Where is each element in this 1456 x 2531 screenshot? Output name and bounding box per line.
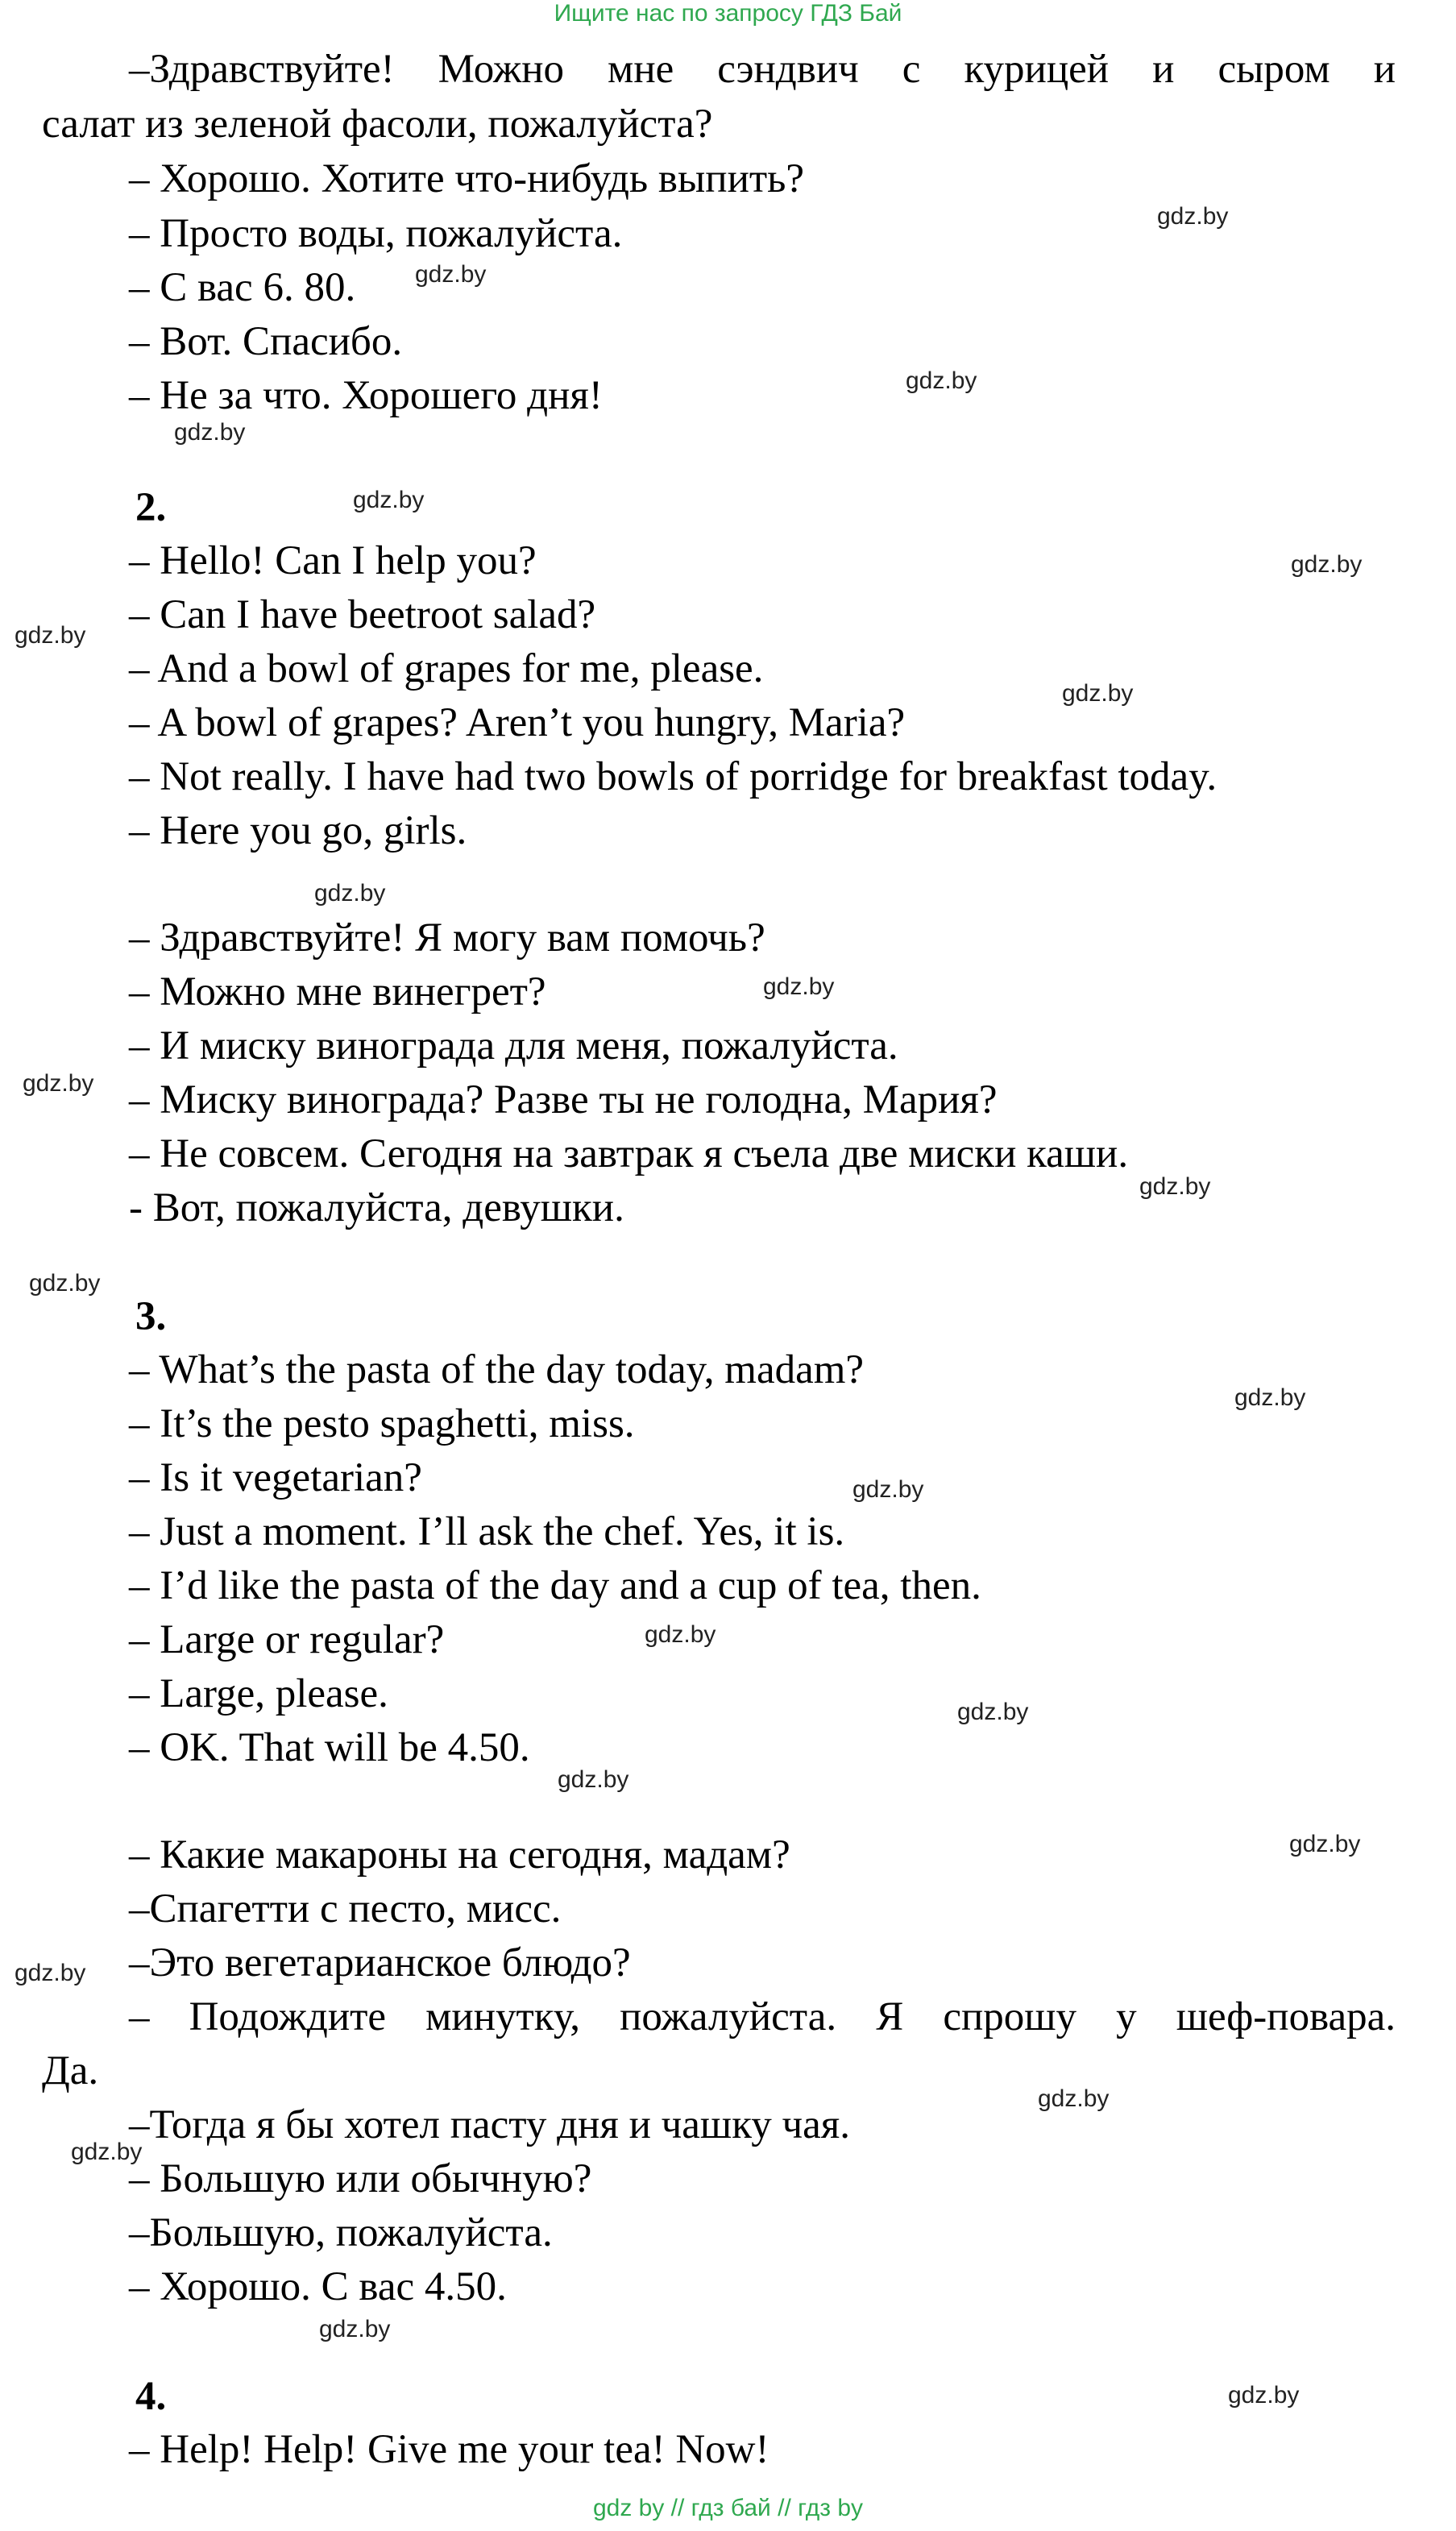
dialogue-line: – Just a moment. I’ll ask the chef. Yes, it is. [129,1509,845,1554]
watermark: gdz.by [23,1070,94,1097]
dialogue-line: – Help! Help! Give me your tea! Now! [129,2427,769,2472]
dialogue-line: –Здравствуйте! Можно мне сэндвич с курицей и сыром и [129,47,1396,92]
dialogue-line: – Просто воды, пожалуйста. [129,211,623,256]
dialogue-line: салат из зеленой фасоли, пожалуйста? [42,102,713,147]
watermark: gdz.by [763,973,835,1000]
watermark: gdz.by [645,1621,716,1648]
dialogue-line: – И миску винограда для меня, пожалуйста. [129,1023,898,1068]
dialogue-line: – Не совсем. Сегодня на завтрак я съела две миски каши. [129,1131,1129,1176]
watermark: gdz.by [852,1476,924,1503]
watermark: gdz.by [15,622,86,649]
dialogue-line: – Вот. Спасибо. [129,319,403,364]
dialogue-line: –Спагетти с песто, мисс. [129,1886,562,1931]
dialogue-line: – Миску винограда? Разве ты не голодна, Мария? [129,1077,998,1122]
section-2-heading: 2. [135,485,167,530]
dialogue-line: – Large or regular? [129,1617,445,1662]
dialogue-line: – Can I have beetroot salad? [129,592,596,637]
dialogue-line: – Можно мне винегрет? [129,969,546,1014]
dialogue-line: –Большую, пожалуйста. [129,2210,553,2255]
dialogue-line: –Тогда я бы хотел пасту дня и чашку чая. [129,2102,850,2147]
watermark: gdz.by [1038,2085,1110,2112]
dialogue-line: –Это вегетарианское блюдо? [129,1940,631,1985]
dialogue-line: – And a bowl of grapes for me, please. [129,646,764,691]
dialogue-line: – Здравствуйте! Я могу вам помочь? [129,915,765,961]
footer-links[interactable]: gdz by // гдз бай // гдз by [592,2495,864,2521]
dialogue-line: – Here you go, girls. [129,808,467,853]
dialogue-line: – A bowl of grapes? Aren’t you hungry, Maria? [129,700,906,745]
watermark: gdz.by [15,1960,86,1986]
dialogue-line: – Хорошо. С вас 4.50. [129,2264,507,2309]
dialogue-line: – Большую или обычную? [129,2156,592,2201]
watermark: gdz.by [1289,1831,1361,1857]
watermark: gdz.by [1228,2382,1300,2409]
dialogue-line: – It’s the pesto spaghetti, miss. [129,1401,635,1446]
watermark: gdz.by [906,367,977,394]
watermark: gdz.by [415,261,487,288]
section-4-heading: 4. [135,2374,167,2419]
watermark: gdz.by [1062,680,1134,707]
watermark: gdz.by [319,2316,391,2342]
dialogue-line: – OK. That will be 4.50. [129,1725,530,1770]
watermark: gdz.by [558,1766,629,1793]
header-search-link[interactable]: Ищите нас по запросу ГДЗ Бай [554,0,902,27]
watermark: gdz.by [29,1270,101,1297]
dialogue-line: – Not really. I have had two bowls of porridge for breakfast today. [129,754,1217,799]
dialogue-line: - Вот, пожалуйста, девушки. [129,1185,624,1230]
dialogue-line: – Hello! Can I help you? [129,538,537,583]
dialogue-line: – Хорошо. Хотите что-нибудь выпить? [129,156,805,201]
watermark: gdz.by [1291,551,1363,578]
dialogue-line: – С вас 6. 80. [129,265,356,310]
watermark: gdz.by [71,2139,143,2165]
dialogue-line: – Не за что. Хорошего дня! [129,373,603,418]
dialogue-line: – Is it vegetarian? [129,1455,422,1500]
watermark: gdz.by [353,487,425,513]
dialogue-line: – Подождите минутку, пожалуйста. Я спрошу у шеф-повара. [129,1994,1396,2039]
watermark: gdz.by [1139,1173,1211,1200]
dialogue-line: – What’s the pasta of the day today, madam? [129,1347,865,1392]
watermark: gdz.by [174,419,246,446]
dialogue-line: Да. [42,2048,99,2093]
watermark: gdz.by [1157,203,1229,230]
watermark: gdz.by [314,880,386,907]
section-3-heading: 3. [135,1294,167,1339]
watermark: gdz.by [957,1699,1029,1725]
dialogue-line: – Large, please. [129,1671,388,1716]
watermark: gdz.by [1234,1384,1306,1411]
dialogue-line: – I’d like the pasta of the day and a cup of tea, then. [129,1563,981,1608]
dialogue-line: – Какие макароны на сегодня, мадам? [129,1832,790,1878]
